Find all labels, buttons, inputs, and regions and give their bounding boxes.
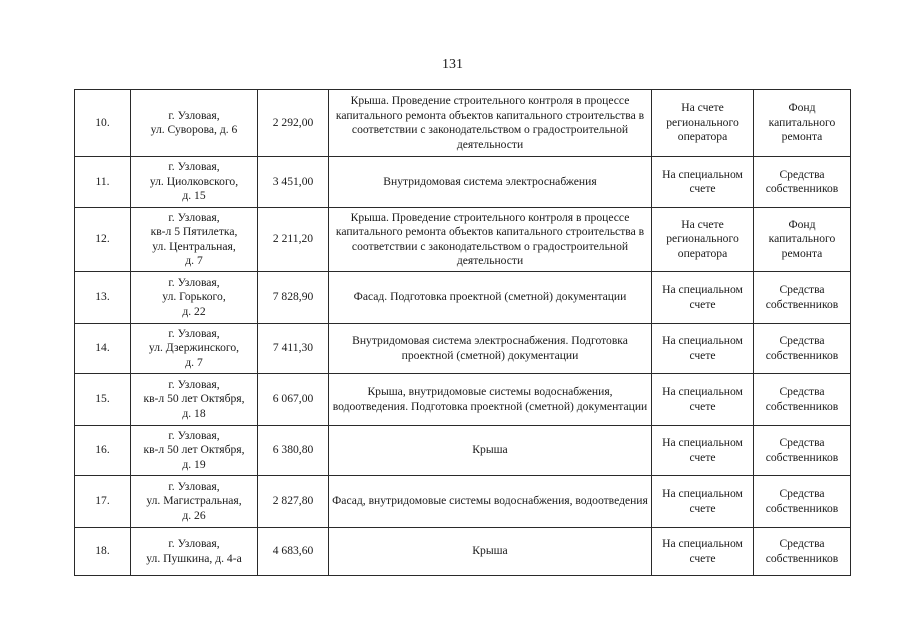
address-line: г. Узловая, [168, 479, 220, 493]
account-type-cell [652, 528, 754, 576]
address-line: ул. Дзержинского, [148, 341, 240, 355]
table-row [75, 374, 851, 426]
table-row [75, 157, 851, 208]
address-cell [131, 157, 258, 208]
funding-source-cell [754, 90, 851, 157]
work-type-text: Крыша [472, 443, 508, 457]
address-cell [131, 272, 258, 324]
account-line: счете [689, 501, 716, 515]
account-line: регионального [666, 115, 739, 129]
account-line: счете [689, 182, 716, 195]
work-type-text: Фасад. Подготовка проектной (сметной) документации [353, 290, 627, 304]
cost-cell: 6 067,00 [258, 374, 329, 426]
account-line: На счете [681, 217, 724, 231]
account-type-cell [652, 324, 754, 374]
repair-program-table [74, 89, 851, 576]
address-line: г. Узловая, [168, 326, 220, 340]
row-number: 15. [75, 374, 131, 426]
cost-cell: 2 211,20 [258, 208, 329, 272]
address-line: кв-л 50 лет Октября, [143, 443, 245, 457]
work-type-cell [329, 324, 652, 374]
funding-source-cell [754, 272, 851, 324]
source-line: Средства [779, 537, 825, 550]
account-line: счете [689, 551, 716, 565]
funding-source-cell [754, 528, 851, 576]
work-type-text: Крыша, внутридомовые системы водоснабжения, водоотведения. Подготовка проектной (сметной) документации [332, 385, 648, 413]
source-line: собственников [765, 182, 839, 195]
account-line: На счете [681, 101, 724, 115]
table-row [75, 90, 851, 157]
account-line: регионального [666, 232, 739, 246]
address-line: ул. Горького, [162, 290, 226, 304]
address-line: кв-л 5 Пятилетка, [150, 225, 238, 238]
address-line: ул. Суворова, д. 6 [150, 123, 238, 136]
address-line: д. 15 [182, 189, 206, 203]
address-cell [131, 90, 258, 157]
address-line: д. 7 [185, 355, 203, 369]
work-type-cell [329, 272, 652, 324]
work-type-cell [329, 528, 652, 576]
source-line: Средства [779, 436, 825, 449]
address-line: г. Узловая, [168, 160, 220, 174]
address-cell [131, 374, 258, 426]
source-line: Средства [779, 283, 825, 296]
source-line: Фонд [788, 101, 816, 115]
address-line: д. 22 [182, 304, 206, 318]
work-type-text: Крыша. Проведение строительного контроля в процессе капитального ремонта объектов капитального строительства в соответствии с законодательством о градостроительной деятельности [335, 210, 645, 267]
source-line: Средства [779, 167, 825, 181]
funding-source-cell [754, 426, 851, 476]
row-number: 12. [75, 208, 131, 272]
source-line: ремонта [781, 246, 823, 260]
work-type-text: Внутридомовая система электроснабжения. Подготовка проектной (сметной) документации [352, 334, 628, 362]
row-number: 13. [75, 272, 131, 324]
source-line: собственников [765, 501, 839, 515]
source-line: Средства [779, 487, 825, 500]
work-type-text: Крыша [472, 544, 508, 558]
address-cell [131, 426, 258, 476]
account-line: На специальном [662, 487, 743, 500]
work-type-cell [329, 476, 652, 528]
account-line: счете [689, 348, 716, 362]
source-line: собственников [765, 450, 839, 464]
cost-cell: 2 292,00 [258, 90, 329, 157]
account-type-cell [652, 90, 754, 157]
table-row [75, 528, 851, 576]
cost-cell: 7 828,90 [258, 272, 329, 324]
row-number: 16. [75, 426, 131, 476]
account-line: На специальном [662, 537, 743, 550]
account-line: счете [689, 297, 716, 311]
work-type-cell [329, 208, 652, 272]
account-line: оператора [677, 246, 728, 260]
work-type-text: Фасад, внутридомовые системы водоснабжения, водоотведения [332, 494, 648, 508]
table-row [75, 324, 851, 374]
work-type-cell [329, 157, 652, 208]
account-line: На специальном [662, 283, 743, 296]
table-row [75, 426, 851, 476]
source-line: капитального [768, 115, 836, 129]
source-line: капитального [768, 232, 836, 246]
table-row [75, 476, 851, 528]
account-line: На специальном [662, 167, 743, 181]
cost-cell: 3 451,00 [258, 157, 329, 208]
address-line: д. 26 [182, 508, 206, 522]
address-line: ул. Пушкина, д. 4-а [146, 551, 242, 565]
funding-source-cell [754, 208, 851, 272]
source-line: собственников [765, 399, 839, 413]
account-type-cell [652, 272, 754, 324]
work-type-cell [329, 374, 652, 426]
address-cell [131, 208, 258, 272]
address-line: г. Узловая, [168, 428, 220, 442]
funding-source-cell [754, 476, 851, 528]
work-type-cell [329, 90, 652, 157]
address-line: д. 7 [185, 254, 203, 267]
table-row [75, 208, 851, 272]
work-type-text: Внутридомовая система электроснабжения [383, 174, 597, 188]
address-line: г. Узловая, [168, 537, 220, 550]
address-line: кв-л 50 лет Октября, [143, 392, 245, 406]
source-line: собственников [765, 551, 839, 565]
address-cell [131, 528, 258, 576]
address-line: ул. Циолковского, [149, 174, 239, 188]
address-line: ул. Центральная, [152, 239, 236, 253]
source-line: Средства [779, 334, 825, 347]
funding-source-cell [754, 324, 851, 374]
cost-cell: 6 380,80 [258, 426, 329, 476]
address-line: ул. Магистральная, [146, 494, 242, 508]
page-number: 131 [442, 57, 463, 72]
source-line: собственников [765, 348, 839, 362]
source-line: Средства [779, 385, 825, 398]
account-line: На специальном [662, 436, 743, 449]
row-number: 17. [75, 476, 131, 528]
funding-source-cell [754, 374, 851, 426]
account-type-cell [652, 208, 754, 272]
address-line: г. Узловая, [168, 108, 220, 122]
cost-cell: 2 827,80 [258, 476, 329, 528]
account-type-cell [652, 426, 754, 476]
account-type-cell [652, 157, 754, 208]
account-line: счете [689, 399, 716, 413]
address-line: д. 19 [182, 457, 206, 471]
funding-source-cell [754, 157, 851, 208]
row-number: 10. [75, 90, 131, 157]
cost-cell: 7 411,30 [258, 324, 329, 374]
work-type-text: Крыша. Проведение строительного контроля в процессе капитального ремонта объектов капитального строительства в соответствии с законодательством о градостроительной деятельности [335, 94, 645, 151]
account-type-cell [652, 476, 754, 528]
cost-cell: 4 683,60 [258, 528, 329, 576]
row-number: 14. [75, 324, 131, 374]
address-cell [131, 324, 258, 374]
account-type-cell [652, 374, 754, 426]
address-line: д. 18 [182, 406, 206, 420]
account-line: оператора [677, 130, 728, 144]
address-line: г. Узловая, [168, 377, 220, 391]
row-number: 11. [75, 157, 131, 208]
account-line: На специальном [662, 385, 743, 398]
address-line: г. Узловая, [168, 275, 220, 289]
table-row [75, 272, 851, 324]
source-line: Фонд [788, 217, 816, 231]
source-line: ремонта [781, 130, 823, 144]
address-line: г. Узловая, [168, 210, 220, 224]
address-cell [131, 476, 258, 528]
account-line: счете [689, 450, 716, 464]
work-type-cell [329, 426, 652, 476]
row-number: 18. [75, 528, 131, 576]
source-line: собственников [765, 297, 839, 311]
account-line: На специальном [662, 334, 743, 347]
